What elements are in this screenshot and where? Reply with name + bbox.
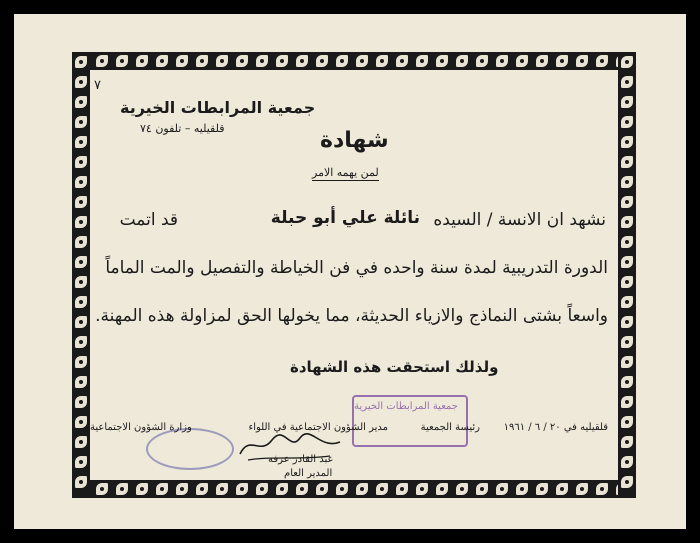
- border-ornament: [618, 453, 636, 471]
- border-ornament: [618, 173, 636, 191]
- border-ornament: [413, 52, 431, 70]
- signatory-title: المدير العام: [284, 468, 333, 479]
- border-ornament: [72, 313, 90, 331]
- border-ornament: [353, 480, 371, 498]
- certificate-subtitle: لمن يهمه الامر: [312, 166, 379, 179]
- border-ornament: [72, 133, 90, 151]
- border-ornament: [72, 173, 90, 191]
- border-ornament: [133, 480, 151, 498]
- border-ornament: [72, 193, 90, 211]
- border-ornament: [193, 480, 211, 498]
- border-ornament: [72, 353, 90, 371]
- border-ornament: [373, 52, 391, 70]
- border-ornament: [618, 253, 636, 271]
- border-ornament: [573, 52, 591, 70]
- border-ornament: [593, 52, 611, 70]
- body-line-3: واسعاً بشتى النماذج والازياء الحديثة، مما يخولها الحق لمزاولة هذه المهنة.: [95, 306, 608, 326]
- border-ornament: [473, 480, 491, 498]
- border-ornament: [618, 393, 636, 411]
- border-ornament: [618, 113, 636, 131]
- border-ornament: [313, 480, 331, 498]
- border-ornament: [353, 52, 371, 70]
- border-ornament: [72, 113, 90, 131]
- border-ornament: [618, 193, 636, 211]
- closing-line: ولذلك استحقت هذه الشهادة: [290, 358, 499, 376]
- border-ornament: [513, 52, 531, 70]
- border-ornament: [618, 213, 636, 231]
- border-ornament: [173, 52, 191, 70]
- border-ornament: [213, 480, 231, 498]
- border-bottom: [72, 480, 636, 498]
- border-ornament: [72, 253, 90, 271]
- border-ornament: [533, 480, 551, 498]
- border-ornament: [72, 393, 90, 411]
- border-ornament: [618, 353, 636, 371]
- border-ornament: [72, 273, 90, 291]
- border-ornament: [513, 480, 531, 498]
- director-line: رئيسة الجمعية: [420, 422, 480, 433]
- border-ornament: [72, 53, 90, 71]
- border-ornament: [173, 480, 191, 498]
- ministry-line: وزارة الشؤون الاجتماعية: [90, 422, 192, 433]
- border-ornament: [618, 233, 636, 251]
- border-ornament: [72, 213, 90, 231]
- border-ornament: [113, 480, 131, 498]
- border-right: [618, 52, 636, 498]
- recipient-name: نائلة علي أبو حبلة: [270, 208, 420, 228]
- border-ornament: [333, 52, 351, 70]
- border-ornament: [72, 153, 90, 171]
- border-ornament: [273, 480, 291, 498]
- border-ornament: [93, 52, 111, 70]
- border-ornament: [618, 153, 636, 171]
- border-ornament: [618, 373, 636, 391]
- border-left: [72, 52, 90, 498]
- date-line: قلقيليه في ٢٠ / ٦ / ١٩٦١: [503, 422, 608, 433]
- border-top: [72, 52, 636, 70]
- border-ornament: [618, 53, 636, 71]
- border-ornament: [373, 480, 391, 498]
- border-ornament: [293, 480, 311, 498]
- border-ornament: [573, 480, 591, 498]
- line1-start: نشهد ان الانسة / السيده: [433, 210, 606, 230]
- border-ornament: [413, 480, 431, 498]
- border-ornament: [618, 273, 636, 291]
- border-ornament: [593, 480, 611, 498]
- border-ornament: [533, 52, 551, 70]
- border-ornament: [618, 293, 636, 311]
- border-ornament: [618, 433, 636, 451]
- border-ornament: [473, 52, 491, 70]
- ministry-stamp: [146, 428, 234, 470]
- border-ornament: [72, 453, 90, 471]
- border-ornament: [72, 293, 90, 311]
- border-ornament: [233, 52, 251, 70]
- border-ornament: [133, 52, 151, 70]
- border-ornament: [72, 373, 90, 391]
- border-ornament: [433, 480, 451, 498]
- corner-mark: ٧: [94, 78, 101, 93]
- border-ornament: [618, 93, 636, 111]
- affairs-director-line: مدير الشؤون الاجتماعية في اللواء: [248, 422, 388, 433]
- border-ornament: [93, 480, 111, 498]
- border-ornament: [113, 52, 131, 70]
- border-ornament: [393, 480, 411, 498]
- certificate-content: [90, 70, 618, 480]
- border-ornament: [618, 473, 636, 491]
- border-ornament: [72, 333, 90, 351]
- society-address: قلقيليه – تلفون ٧٤: [140, 122, 225, 135]
- border-ornament: [273, 52, 291, 70]
- border-ornament: [72, 233, 90, 251]
- border-ornament: [313, 52, 331, 70]
- border-ornament: [393, 52, 411, 70]
- border-ornament: [72, 93, 90, 111]
- border-ornament: [333, 480, 351, 498]
- border-ornament: [493, 52, 511, 70]
- border-ornament: [553, 480, 571, 498]
- border-ornament: [72, 73, 90, 91]
- border-ornament: [253, 52, 271, 70]
- border-ornament: [72, 433, 90, 451]
- body-line-2: الدورة التدريبية لمدة سنة واحده في فن الخياطة والتفصيل والمت الماماً: [105, 258, 608, 278]
- border-ornament: [493, 480, 511, 498]
- certificate-title: شهادة: [320, 128, 389, 153]
- border-ornament: [153, 52, 171, 70]
- border-ornament: [72, 473, 90, 491]
- border-ornament: [193, 52, 211, 70]
- border-ornament: [618, 333, 636, 351]
- society-name: جمعية المرابطات الخيرية: [120, 98, 316, 117]
- border-ornament: [72, 413, 90, 431]
- society-stamp: [352, 395, 468, 447]
- border-ornament: [433, 52, 451, 70]
- border-ornament: [253, 480, 271, 498]
- border-ornament: [553, 52, 571, 70]
- stamp-label: جمعية المرابطات الخيرية: [354, 401, 458, 412]
- border-ornament: [453, 480, 471, 498]
- border-ornament: [618, 313, 636, 331]
- border-ornament: [618, 413, 636, 431]
- border-ornament: [213, 52, 231, 70]
- border-ornament: [618, 133, 636, 151]
- border-ornament: [453, 52, 471, 70]
- border-ornament: [618, 73, 636, 91]
- signatory-name: عبد القادر عرفه: [268, 454, 334, 465]
- border-ornament: [153, 480, 171, 498]
- line1-end: قد اتمت: [119, 210, 178, 230]
- border-ornament: [233, 480, 251, 498]
- border-ornament: [293, 52, 311, 70]
